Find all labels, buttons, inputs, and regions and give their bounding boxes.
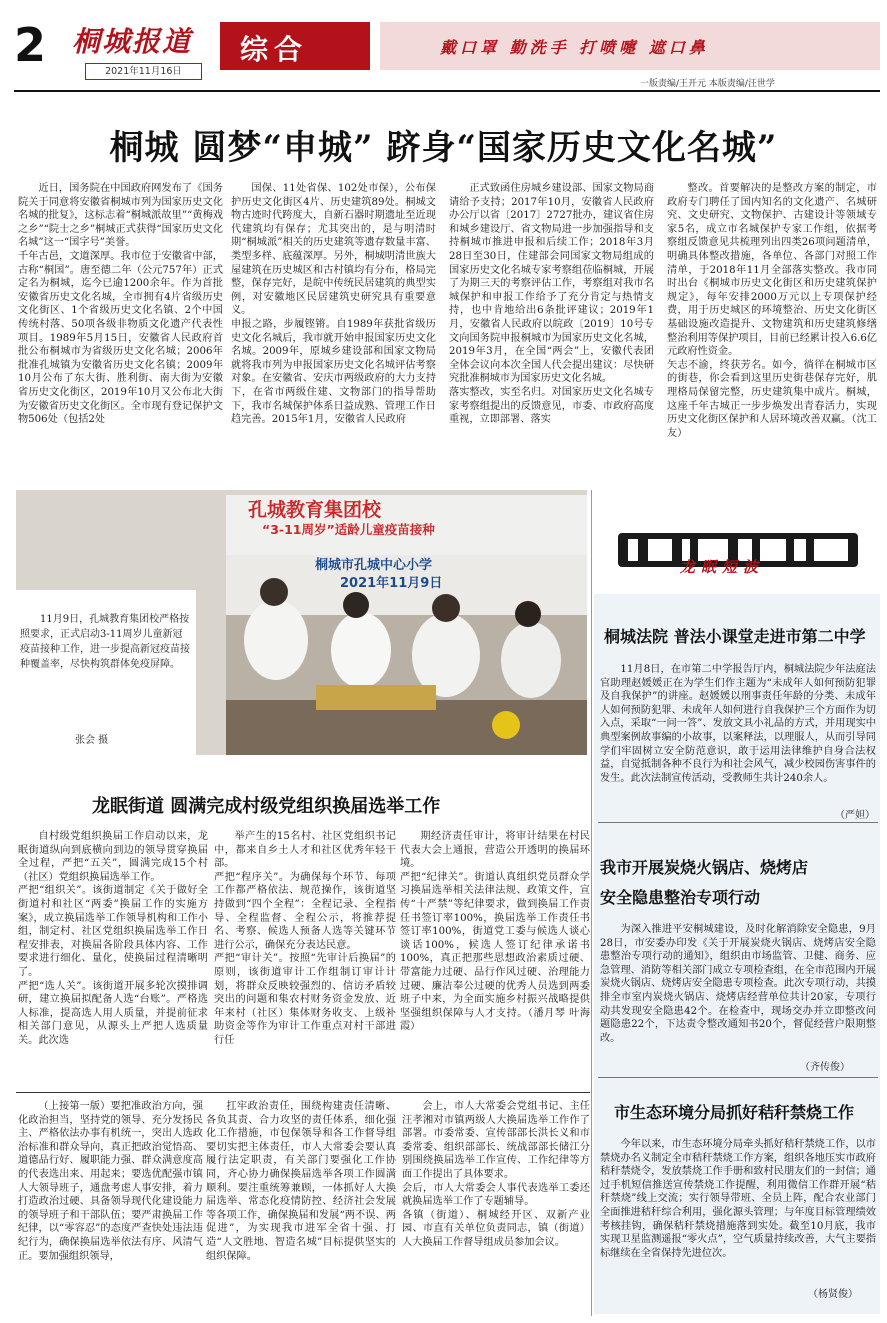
lead-column-1: 近日，国务院在中国政府网发布了《国务院关于同意将安徽省桐城市列为国家历史文化名城的批复》，这标志着“桐城派故里”“黄梅戏之乡”“院士之乡”桐城正式获得“国家历史文化名城”这一“国字号”美誉。 千年古邑，文道深厚。我市位于安徽省中部，古称“桐国”。唐至德二年（公元757年）正式定名为桐城，迄今已逾1200余年。作为首批安徽省历史文化名城，全市拥有4片省级历史文化街区、1个省级历史文化名镇、2个中国传统村落、50项各级非物质文化遗产代表性项目。1989年5月15日，安徽省人民政府首批公布桐城市为省级历史文化名城；2006年批准孔城镇为安徽省历史文化名镇；2009年10月公布了东大街、胜利街、南大街为安徽省历史文化街区，2019年10月又公布北大街为安徽省历史文化街区。全市现有登记保护文物506处（包括2处 bbox=[18, 183, 223, 426]
sidebar-item-2-author: （齐传俊） bbox=[800, 1062, 850, 1073]
section-label: 综合 bbox=[240, 33, 309, 66]
longmian-column-1: 自村级党组织换届工作启动以来，龙眠街道纵向到底横向到边的领导贯穿换届全过程，严把“五关”，圆满完成15个村（社区）党组织换届选举工作。 严把“组织关”。该街道制定《关于做好全街道村和社区“两委”换届工作的实施方案》，成立换届选举工作领导机构和工作小组，制定村、社区党组织换届选举工作日程安排表，对换届各阶段具体内容、工作要求进行细化、量化，使换届过程清晰明了。 严把“选人关”。该街道开展多轮次摸排调研，建立换届拟配备人选“台账”。严格选人标准，提高选人用人质量，并提前征求相关部门意见，从源头上严把人选质量关。此次选 bbox=[18, 831, 208, 1046]
sidebar-item-1-author: （严妲） bbox=[835, 810, 875, 821]
sidebar-rule-1 bbox=[598, 822, 878, 823]
lead-column-3: 正式致函住房城乡建设部、国家文物局商请给予支持；2017年10月，安徽省人民政府办公厅以省〔2017〕2727批办，建议省住房和城乡建设厅、省文物局进一步加强指导和支持桐城市推进申报和后续工作；2018年3月28日至30日，住建部会同国家文物局组成的国家历史文化名城专家考察组莅临桐城，开展了为期三天的考察评估工作，考察组对我市名城保护和申报工作给予了充分肯定与热情支持，也中肯地给出6条批评建议；2019年1月，安徽省人民政府以皖政〔2019〕10号专文向国务院申报桐城市为国家历史文化名城，2019年3月，在全国“两会”上，安徽代表团全体会议向本次全国人代会提出建议：尽快研究批准桐城市为国家历史文化名城。 落实整改，实至名归。对国家历史文化名城专家考察组提出的反馈意见，市委、市政府高度重视，立即部署、落实 bbox=[449, 183, 654, 426]
column-divider bbox=[591, 490, 592, 1316]
sidebar-item-3-author: （杨贤俊） bbox=[808, 1289, 858, 1300]
page-number: 2 bbox=[14, 18, 47, 72]
continued-column-2: 扛牢政治责任，围绕构建责任清晰、各负其责、合力攻坚的责任体系，细化强化工作措施，市包保领导和各工作督导组要切实把主体责任，市人大常委会要认真履行法定职责，有关部门要强化工作协同，齐心协力确保换届选举各项工作圆满顺利。要注重统筹兼顾，一体抓好人大换届选举、常态化疫情防控、经济社会发展等各项工作，确保换届和发展“两不误、两促进”，为实现我市进军全省十强、打造“人文胜地、智造名城”目标提供坚实的组织保障。 bbox=[206, 1101, 396, 1262]
sidebar-item-2-body: 为深入推进平安桐城建设，及时化解消除安全隐患，9月28日，市安委办印发《关于开展炭烧火锅店、烧烤店安全隐患整治专项行动的通知》，组织由市场监管、卫健、商务、应急管理、消防等相关部门成立专项检查组，在全市范围内开展炭烧火锅店、烧烤店安全隐患专项检查。此次专项行动，共摸排全市室内炭烧火锅店、烧烤店经营单位共计20家，专项行动共发现安全隐患42个。在检查中，现场交办并立即整改问题隐患22个，下达责令整改通知书20个，督促经营户限期整改。 bbox=[600, 924, 876, 1044]
slogan-text: 戴口罩 勤洗手 打喷嚏 遮口鼻 bbox=[440, 38, 709, 57]
newspaper-logo: 桐城报道 bbox=[72, 25, 193, 58]
lead-headline: 桐城 圆梦“申城” 跻身“国家历史文化名城” bbox=[109, 128, 778, 168]
sidebar-item-3-title: 市生态环境分局抓好秸秆禁烧工作 bbox=[614, 1103, 855, 1122]
lead-column-4: 整改。首要解决的是整改方案的制定，市政府专门聘任了国内知名的文化遗产、名城研究、文史研究、文物保护、古建设计等领域专家5名，成立市名城保护专家工作组，依据考察组反馈意见共梳理列出四类26项问题清单，明确具体整改措施，各单位、各部门对照工作清单，于2018年11月全部落实整改。我市同时出台《桐城市历史文化街区和历史建筑保护规定》，每年安排2000万元以上专项保护经费，用于历史城区的环境整治、历史文化街区基础设施改造提升、文物建筑和历史建筑修缮整治利用等保护项目，目前已经累计投入6.6亿元政府性资金。 矢志不渝，终获芳名。如今，徜徉在桐城市区的街巷，你会看到这里历史街巷保存完好，肌理格局保留完整，历史建筑集中成片。桐城，这座千年古城正一步步焕发出青春活力，实现历史文化街区保护和人居环境改善双赢。（沈工友） bbox=[667, 183, 877, 439]
longmian-column-3: 期经济责任审计，将审计结果在村民代表大会上通报，营造公开透明的换届环境。 严把“纪律关”。街道认真组织党员群众学习换届选举相关法律法规、政策文件，宣传“十严禁”等纪律要求，做到换届工作责任书签订率100%，换届选举工作责任书签订率100%，街道党工委与候选人谈心谈话100%，候选人签订纪律承诺书100%，真正把那些思想政治素质过硬、带富能力过硬、品行作风过硬、治理能力过硬、廉洁奉公过硬的优秀人员选到两委班子中来，为全面实施乡村振兴战略提供坚强组织保障与人才支持。（潘月琴 叶海霞） bbox=[400, 831, 590, 1033]
photo-caption: 11月9日，孔城教育集团校严格按照要求，正式启动3-11周岁儿童新冠疫苗接种工作，进一步提高新冠疫苗接种覆盖率，尽快构筑群体免疫屏障。 bbox=[20, 614, 190, 670]
sidebar-logo-text: 龙眠短波 bbox=[680, 558, 765, 576]
longmian-column-2: 举产生的15名村、社区党组织书记中，都来自乡土人才和社区优秀年轻干部。 严把“程序关”。为确保每个环节、每项工作都严格依法、规范操作，该街道坚持做到“四个全程”：全程记录、全程指导、全程监督、全程公示，将推荐提名、考察、候选人预备人选等关键环节进行公示，确保充分表达民意。 严把“审计关”。按照“先审计后换届”的原则，该街道审计工作组制订审计计划，将群众反映较强烈的、信访矛盾较突出的问题和集农村财务资金发放、近年来村（社区）集体财务收支、上级补助资金等作为审计工作重点对村干部进行任 bbox=[214, 831, 396, 1046]
sidebar-item-1-body: 11月8日，在市第二中学报告厅内，桐城法院少年法庭法官助理赵媛媛正在为学生们作主题为“未成年人如何预防犯罪及自我保护”的讲座。赵媛媛以刑事责任年龄的分类、未成年人如何预防犯罪、未成年人如何进行自我保护三个方面作为切入点，采取“一问一答”、发放文具小礼品的方式，并用现实中典型案例故事编的小故事，以案释法，以理服人，从而引导同学们牢固树立安全防范意识，敢于运用法律维护自身合法权益，自觉抵制各种不良行为和社会风气，减少校园伤害事件的发生。此次法制宣传活动，受教师生共计240余人。 bbox=[600, 664, 876, 784]
section-rule bbox=[16, 1092, 590, 1093]
photo-credit: 张会 摄 bbox=[75, 735, 109, 746]
continued-column-3: 会上，市人大常委会党组书记、主任汪孝湘对市镇两级人大换届选举工作作了部署。市委常委、宣传部部长洪长义和市委常委、组织部部长、统战部部长储江分别围绕换届选举工作宣传、工作纪律等方面工作提出了具体要求。 会后，市人大常委会人事代表选举工委还就换届选举工作了专题辅导。 各镇（街道）、桐城经开区、双新产业园、市直有关单位负责同志，镇（街道）人大换届工作督导组成员参加会议。 bbox=[402, 1101, 590, 1248]
sidebar-item-3-body: 今年以来，市生态环境分局牵头抓好秸秆禁烧工作，以市禁烧办名义制定全市秸秆禁烧工作方案，组织各地压实市政府秸秆禁烧令，发放禁烧工作手册和致村民朋友们的一封信；通过手机短信推送宣传禁烧工作提醒，利用微信工作群开展“秸秆禁烧”线上交流；实行领导带班、全员上阵，配合农业部门全面推进秸秆综合利用，强化源头管理；与年度目标管理绩效考核挂钩，确保秸秆禁烧措施落到实处。截至10月底，我市实现卫星监测遥报“零火点”，空气质量持续改善，大气主要指标继续在全省保持先进位次。 bbox=[600, 1139, 876, 1259]
continued-column-1: （上接第一版）要把准政治方向，强化政治担当，坚持党的领导、充分发扬民主、严格依法办事有机统一，突出人选政治标准和群众导向，真正把政治觉悟高、道德品行好、履职能力强、群众满意度高的代表选出来、用起来；要选优配强市镇人大领导班子，通盘考虑人事安排，着力打造政治过硬、具备领导现代化建设能力的领导班子和干部队伍；要严肃换届工作纪律，以“零容忍”的态度严查快处违法违纪行为，确保换届选举依法有序、风清气正。要加强组织领导， bbox=[18, 1101, 203, 1262]
banner-line-3: 桐城市孔城中心小学 bbox=[315, 558, 433, 573]
sidebar-item-1-title: 桐城法院 普法小课堂走进市第二中学 bbox=[604, 627, 866, 646]
issue-date: 2021年11月16日 bbox=[85, 63, 202, 80]
longmian-headline: 龙眠街道 圆满完成村级党组织换届选举工作 bbox=[92, 796, 441, 817]
header-rule bbox=[14, 90, 880, 92]
banner-line-2: “3-11周岁”适龄儿童疫苗接种 bbox=[262, 522, 435, 537]
sidebar-item-2-title-line-2: 安全隐患整治专项行动 bbox=[600, 888, 761, 907]
banner-line-4: 2021年11月9日 bbox=[340, 576, 443, 591]
sidebar-item-2-title-line-1: 我市开展炭烧火锅店、烧烤店 bbox=[600, 858, 809, 877]
lead-column-2: 国保、11处省保、102处市保），公布保护历史文化街区4片、历史建筑89处。桐城文物古迹时代跨度大，自新石器时期遗址至近现代建筑均有保存；尤其突出的，是与明清时期“桐城派”相关的历史建筑等遗存数量丰富、类型多样、底蕴深厚。另外，桐城明清世族大屋建筑在历史城区和古村镇均有分布，格局完整，保存完好，是皖中传统民居建筑的典型实例，对安徽地区民居建筑史研究具有重要意义。 申报之路，步履铿锵。自1989年获批省级历史文化名城后，我市就开始申报国家历史文化名城。2009年，原城乡建设部和国家文物局就将我市列为申报国家历史文化名城评估考察对象。在安徽省、安庆市两级政府的大力支持下，在省市两级住建、文物部门的指导帮助下，我市名城保护体系日益成熟、管理工作日趋完善。2015年1月，安徽省人民政府 bbox=[231, 183, 436, 426]
editor-credit: 一版责编/王开元 本版责编/汪世学 bbox=[640, 79, 775, 89]
sidebar-rule-2 bbox=[598, 1077, 878, 1078]
banner-line-1: 孔城教育集团校 bbox=[248, 499, 382, 521]
